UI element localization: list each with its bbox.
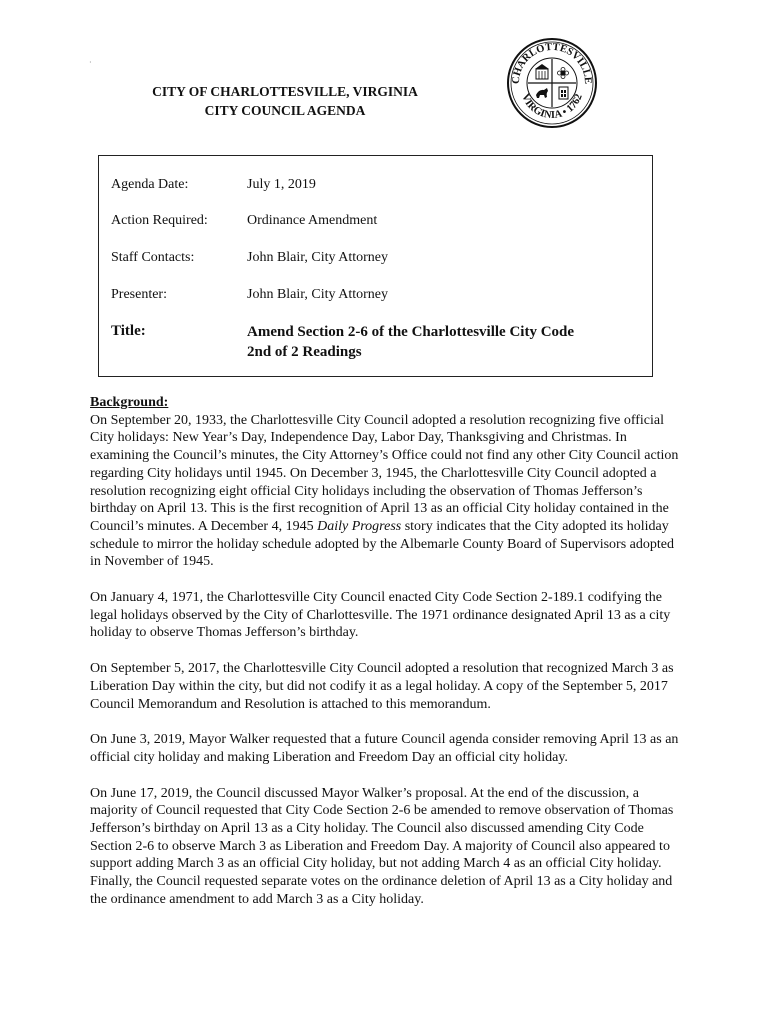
agenda-info-box — [98, 155, 653, 377]
seal-tower-icon — [559, 87, 568, 99]
seal-building-icon — [535, 64, 549, 79]
presenter-value: John Blair, City Attorney — [247, 287, 388, 302]
daily-progress-title: Daily Progress — [317, 518, 402, 534]
seal-horse-icon — [536, 88, 548, 98]
staff-contacts-value: John Blair, City Attorney — [247, 250, 388, 265]
title-line-2: 2nd of 2 Readings — [247, 344, 362, 360]
paragraph-1-text-a: On September 20, 1933, the Charlottesville City Council adopted a resolution recognizing five official City holidays: New Year’s Day, Independence Day, Labor Day, Thanksgiving and Christmas. In examining the Council’s minutes, the City Attorney’s Office could not find any other City Council action regarding City holidays until 1945. On December 3, 1945, the Charlottesville City Council adopted a resolution recognizing eight official City holidays including the observation of Thomas Jefferson’s birthday on April 13. This is the first recognition of April 13 as an official City holiday contained in the Council’s minutes. A December 4, 1945 — [90, 412, 679, 534]
action-required-label: Action Required: — [111, 213, 208, 228]
title-label: Title: — [111, 323, 146, 339]
agenda-heading: CITY COUNCIL AGENDA — [204, 103, 366, 118]
staff-contacts-label: Staff Contacts: — [111, 250, 195, 265]
city-name-heading: CITY OF CHARLOTTESVILLE, VIRGINIA — [152, 84, 418, 99]
seal-flower-icon — [558, 68, 569, 79]
action-required-value: Ordinance Amendment — [247, 213, 378, 228]
title-value — [247, 322, 574, 362]
seal-bottom-text: VIRGINIA • 1762 — [519, 92, 585, 122]
background-paragraph-3: On September 5, 2017, the Charlottesville City Council adopted a resolution that recognized March 3 as Liberation Day within the city, but did not codify it as a legal holiday. A copy of the September 5, 2017 Council Memorandum and Resolution is attached to this memorandum. — [90, 661, 674, 712]
background-paragraph-4: On June 3, 2019, Mayor Walker requested that a future Council agenda consider removing April 13 as an official city holiday and making Liberation and Freedom Day an official city holiday. — [90, 732, 679, 765]
background-paragraph-2: On January 4, 1971, the Charlottesville City Council enacted City Code Section 2-189.1 codifying the legal holidays observed by the City of Charlottesville. The 1971 ordinance designated April 13 as a city holiday to observe Thomas Jefferson’s birthday. — [90, 590, 671, 641]
city-seal — [506, 37, 598, 129]
paragraph-1-text-b: story indicates that the City adopted its holiday schedule to mirror the holiday schedule adopted by the Albemarle County Board of Supervisors adopted in November of 1945. — [90, 518, 674, 570]
agenda-date-value: July 1, 2019 — [247, 177, 316, 192]
seal-top-text: CHARLOTTESVILLE — [510, 41, 594, 85]
document-header — [110, 82, 460, 120]
background-paragraph-1 — [90, 412, 688, 571]
scan-mark: · — [89, 58, 92, 67]
background-heading: Background: — [90, 395, 169, 410]
background-paragraph-5: On June 17, 2019, the Council discussed Mayor Walker’s proposal. At the end of the discussion, a majority of Council requested that City Code Section 2-6 be amended to remove observation of Thomas Jefferson’s birthday on April 13 as a City holiday. The Council also discussed amending City Code Section 2-6 to observe March 3 as Liberation and Freedom Day. A majority of Council also appeared to support adding March 3 as an official City holiday, but not adding March 4 as an official City holiday. Finally, the Council requested separate votes on the ordinance deletion of April 13 as a City holiday and the ordinance amendment to add March 3 as a City holiday. — [90, 785, 674, 907]
presenter-label: Presenter: — [111, 287, 167, 302]
background-section — [90, 394, 688, 927]
title-line-1: Amend Section 2-6 of the Charlottesville City Code — [247, 324, 575, 340]
agenda-date-label: Agenda Date: — [111, 177, 189, 192]
